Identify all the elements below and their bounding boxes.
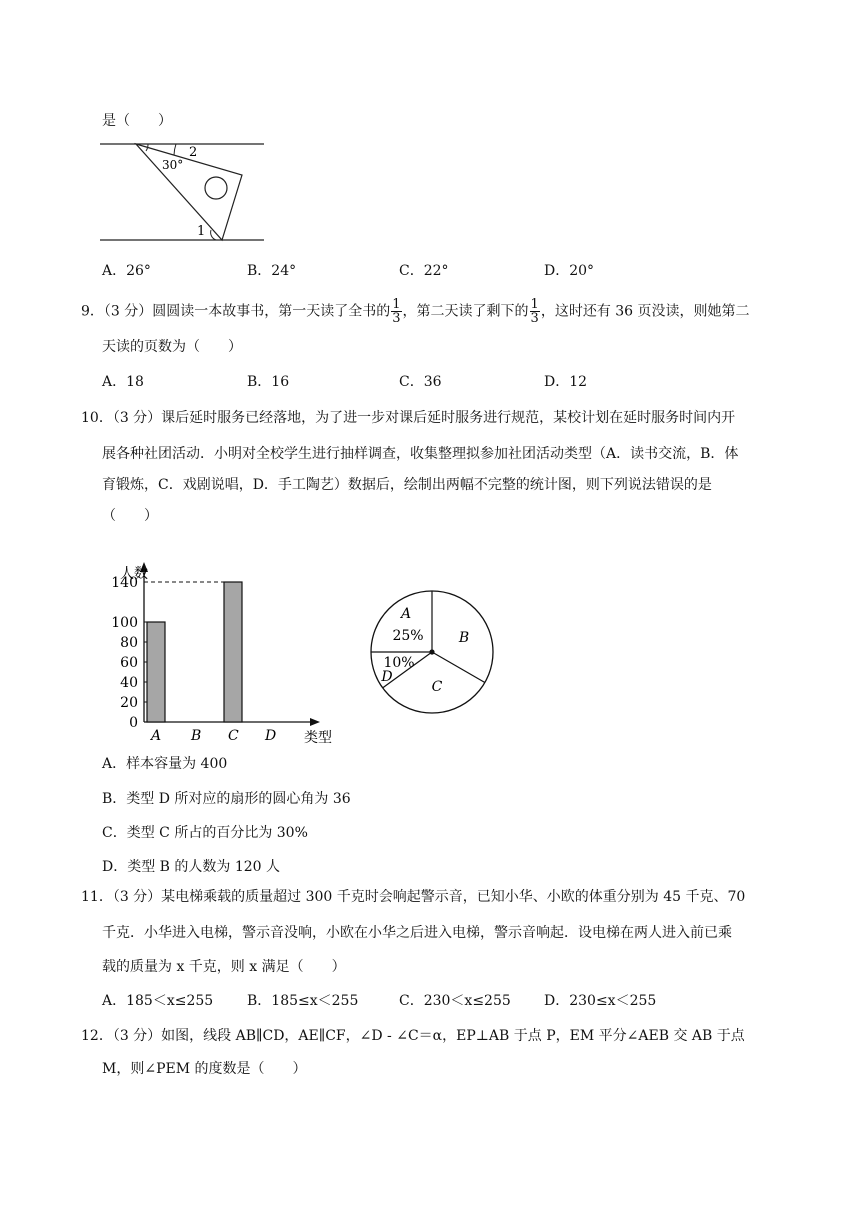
q12-line-1: 12．（3 分）如图，线段 AB∥CD，AE∥CF，∠D - ∠C＝α，EP⊥AB 于点 P，EM 平分∠AEB 交 AB 于点 bbox=[81, 1028, 745, 1044]
y-tick-label: 60 bbox=[120, 655, 138, 671]
angle-arc-2 bbox=[174, 144, 176, 155]
pie-chart bbox=[365, 580, 500, 715]
q8-option-d: D．20° bbox=[544, 263, 595, 279]
q10-line-1: 10．（3 分）课后延时服务已经落地，为了进一步对课后延时服务进行规范，某校计划在延时服务时间内开 bbox=[81, 410, 736, 426]
q11-option-a: A．185＜x≤255 bbox=[102, 993, 214, 1009]
q9-line-2: 天读的页数为（ ） bbox=[102, 339, 242, 355]
pie-label-C: C bbox=[431, 679, 443, 695]
q8-tail: 是（ ） bbox=[102, 113, 172, 129]
q11-option-d: D．230≤x＜255 bbox=[544, 993, 657, 1009]
pie-label-D: D bbox=[381, 669, 393, 685]
fraction-one-third-2: $\frac{1}{3}$ bbox=[530, 297, 539, 326]
x-axis-arrow bbox=[310, 718, 320, 726]
q8-option-a: A．26° bbox=[102, 263, 151, 279]
y-tick-label: 80 bbox=[120, 635, 138, 651]
q10-option-b: B．类型 D 所对应的扇形的圆心角为 36 bbox=[102, 791, 351, 807]
q10-line-2: 展各种社团活动．小明对全校学生进行抽样调查，收集整理拟参加社团活动类型（A．读书交流，B．体 bbox=[102, 446, 739, 462]
bar-A bbox=[147, 622, 165, 722]
x-tick-label-A: A bbox=[151, 728, 162, 744]
q12-line-2: M，则∠PEM 的度数是（ ） bbox=[102, 1061, 307, 1077]
pie-center-dot bbox=[429, 649, 434, 654]
x-tick-label-C: C bbox=[228, 728, 239, 744]
pie-percent-D: 10% bbox=[383, 655, 415, 671]
q10-option-a: A．样本容量为 400 bbox=[102, 756, 228, 772]
q8-option-c: C．22° bbox=[399, 263, 449, 279]
bar-C bbox=[224, 582, 242, 722]
pie-label-B: B bbox=[458, 630, 470, 646]
q10-line-4: （ ） bbox=[102, 508, 158, 524]
x-tick-label-B: B bbox=[191, 728, 202, 744]
q8-figure bbox=[100, 138, 268, 244]
q9-option-a: A．18 bbox=[102, 374, 144, 390]
q9-option-d: D．12 bbox=[544, 374, 588, 390]
x-tick-label-D: D bbox=[265, 728, 277, 744]
y-tick-label: 0 bbox=[129, 715, 138, 731]
q11-line-2: 千克．小华进入电梯，警示音没响，小欧在小华之后进入电梯，警示音响起．设电梯在两人进入前已乘 bbox=[102, 925, 732, 941]
y-tick-label: 40 bbox=[120, 675, 138, 691]
x-axis-label: 类型 bbox=[304, 730, 332, 746]
angle-arc-1 bbox=[211, 230, 216, 240]
q10-option-d: D．类型 B 的人数为 120 人 bbox=[102, 859, 281, 875]
q11-option-b: B．185≤x＜255 bbox=[247, 993, 359, 1009]
q9-text-3: ，这时还有 36 页没读，则她第二 bbox=[540, 303, 750, 320]
y-axis-label: 人数 bbox=[120, 566, 148, 582]
q8-option-b: B．24° bbox=[247, 263, 297, 279]
y-tick-label: 140 bbox=[111, 575, 138, 591]
label-angle-1: 1 bbox=[197, 224, 206, 239]
q9-option-c: C．36 bbox=[399, 374, 442, 390]
bar-chart bbox=[100, 558, 345, 748]
fraction-one-third: $\frac{1}{3}$ bbox=[392, 297, 401, 326]
q9-text-2: ，第二天读了剩下的 bbox=[402, 303, 529, 320]
q9-line-1 bbox=[81, 298, 750, 325]
pie-label-A: A bbox=[400, 606, 412, 622]
q11-line-3: 载的质量为 x 千克，则 x 满足（ ） bbox=[102, 959, 346, 975]
y-tick-label: 20 bbox=[120, 695, 138, 711]
pie-percent-A: 25% bbox=[392, 628, 424, 644]
q9-text-1: 9．（3 分）圆圆读一本故事书，第一天读了全书的 bbox=[81, 303, 391, 320]
q10-line-3: 育锻炼，C．戏剧说唱，D．手工陶艺）数据后，绘制出两幅不完整的统计图，则下列说法错误的是 bbox=[102, 477, 712, 493]
q11-option-c: C．230＜x≤255 bbox=[399, 993, 511, 1009]
q9-option-b: B．16 bbox=[247, 374, 290, 390]
y-tick-label: 100 bbox=[111, 615, 138, 631]
q11-line-1: 11．（3 分）某电梯乘载的质量超过 300 千克时会响起警示音，已知小华、小欧的体重分别为 45 千克、70 bbox=[81, 889, 746, 905]
q10-option-c: C．类型 C 所占的百分比为 30% bbox=[102, 825, 308, 841]
ruler-hole bbox=[205, 177, 227, 199]
label-30deg: 30° bbox=[162, 158, 184, 172]
label-angle-2: 2 bbox=[189, 145, 198, 160]
